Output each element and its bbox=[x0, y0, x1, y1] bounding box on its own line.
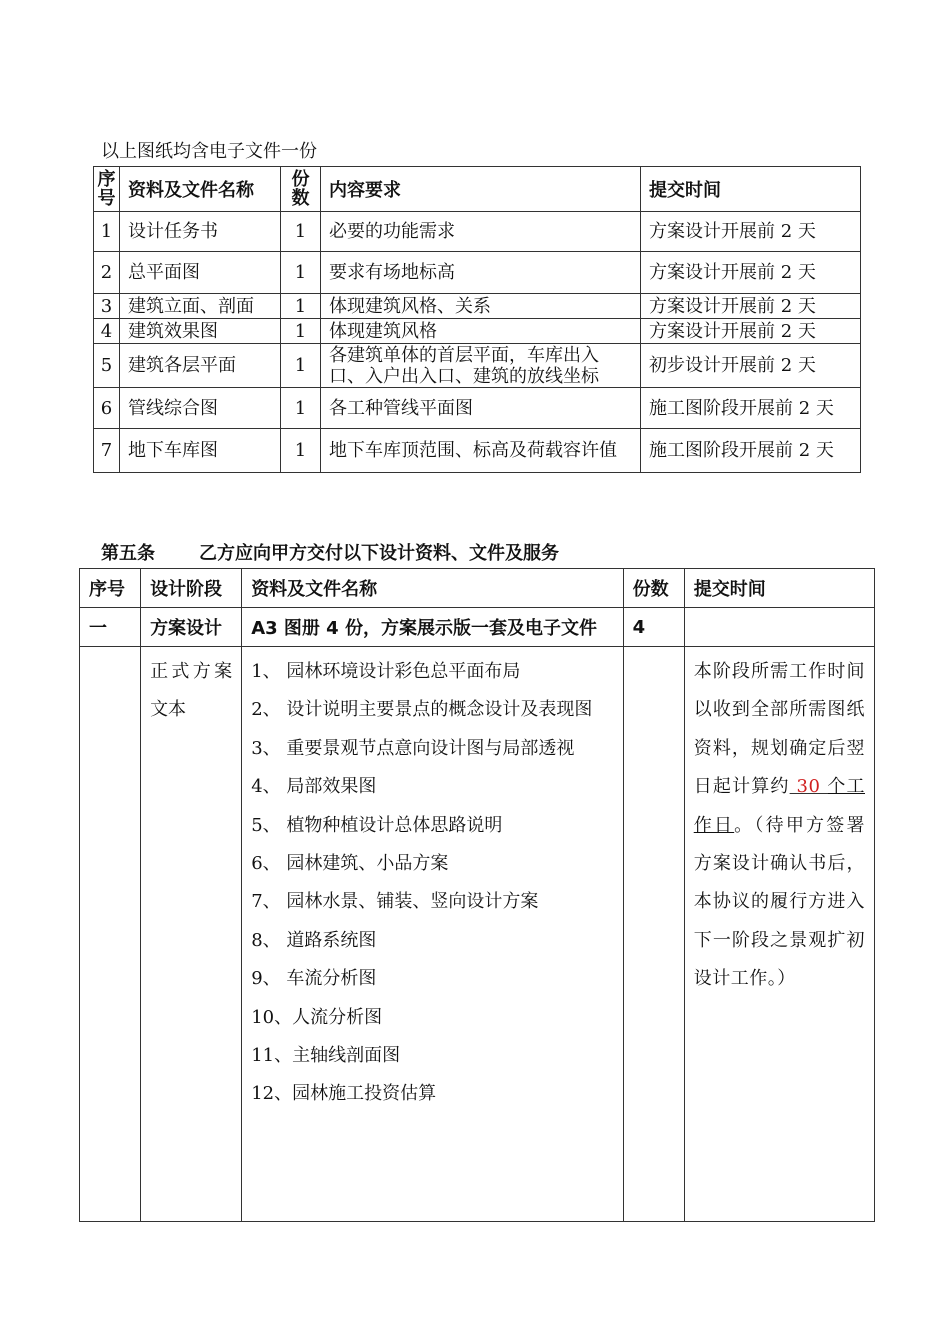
table-row bbox=[94, 388, 861, 429]
cell-copies: 1 bbox=[281, 388, 321, 429]
cell-content: 各工种管线平面图 bbox=[321, 388, 641, 429]
detail-no bbox=[80, 647, 141, 1222]
cell-name: 设计任务书 bbox=[120, 212, 281, 252]
article-number: 第五条 bbox=[101, 543, 155, 564]
header-name: 资料及文件名称 bbox=[242, 569, 623, 608]
table-row bbox=[94, 252, 861, 294]
header-name: 资料及文件名称 bbox=[120, 167, 281, 212]
detail-stage bbox=[141, 647, 242, 1222]
cell-time: 方案设计开展前 2 天 bbox=[641, 294, 861, 319]
cell-copies: 1 bbox=[281, 252, 321, 294]
header-copies: 份数 bbox=[623, 569, 684, 608]
list-item: 7、 园林水景、铺装、竖向设计方案 bbox=[251, 891, 539, 913]
header-time: 提交时间 bbox=[684, 569, 874, 608]
detail-row bbox=[80, 647, 875, 1222]
list-item: 4、 局部效果图 bbox=[251, 776, 377, 798]
cell-content: 体现建筑风格、关系 bbox=[321, 294, 641, 319]
cell-no: 2 bbox=[94, 252, 120, 294]
list-item: 5、 植物种植设计总体思路说明 bbox=[251, 814, 503, 836]
cell-name: 地下车库图 bbox=[120, 429, 281, 473]
cell-copies: 1 bbox=[281, 429, 321, 473]
table-row bbox=[94, 212, 861, 252]
table-row bbox=[94, 429, 861, 473]
table-row bbox=[94, 294, 861, 319]
cell-no: 1 bbox=[94, 212, 120, 252]
list-item: 1、 园林环境设计彩色总平面布局 bbox=[251, 661, 521, 682]
table-header-row bbox=[80, 569, 875, 608]
phase-stage: 方案设计 bbox=[141, 608, 242, 647]
list-item: 3、 重要景观节点意向设计图与局部透视 bbox=[251, 737, 575, 759]
list-item: 9、 车流分析图 bbox=[251, 968, 377, 990]
cell-time: 施工图阶段开展前 2 天 bbox=[641, 388, 861, 429]
cell-name: 建筑立面、剖面 bbox=[120, 294, 281, 319]
phase-copies: 4 bbox=[623, 608, 684, 647]
article-title: 乙方应向甲方交付以下设计资料、文件及服务 bbox=[199, 543, 559, 564]
list-item: 2、 设计说明主要景点的概念设计及表现图 bbox=[251, 699, 593, 721]
phase-name: A3 图册 4 份，方案展示版一套及电子文件 bbox=[242, 608, 623, 647]
header-no: 序号 bbox=[80, 569, 141, 608]
cell-content: 地下车库顶范围、标高及荷载容许值 bbox=[321, 429, 641, 473]
header-content: 内容要求 bbox=[321, 167, 641, 212]
schedule-note bbox=[694, 653, 865, 999]
cell-copies: 1 bbox=[281, 344, 321, 388]
header-stage: 设计阶段 bbox=[141, 569, 242, 608]
list-item: 11、主轴线剖面图 bbox=[251, 1045, 401, 1067]
phase-row bbox=[80, 608, 875, 647]
cell-copies: 1 bbox=[281, 294, 321, 319]
cell-content: 要求有场地标高 bbox=[321, 252, 641, 294]
cell-no: 4 bbox=[94, 319, 120, 344]
phase-time bbox=[684, 608, 874, 647]
cell-name: 管线综合图 bbox=[120, 388, 281, 429]
cell-no: 5 bbox=[94, 344, 120, 388]
note-after: 。（待甲方签署方案设计确认书后，本协议的履行方进入下一阶段之景观扩初设计工作。） bbox=[693, 814, 866, 990]
section-heading bbox=[101, 539, 559, 565]
detail-time bbox=[684, 647, 874, 1222]
header-copies: 份数 bbox=[281, 167, 321, 212]
cell-name: 建筑各层平面 bbox=[120, 344, 281, 388]
detail-copies bbox=[623, 647, 684, 1222]
note-before: 本阶段所需工作时间以收到全部所需图纸资料，规划确定后翌日起计算约 bbox=[693, 661, 865, 798]
intro-text: 以上图纸均含电子文件一份 bbox=[101, 141, 317, 162]
stage-text: 正式方案文本 bbox=[150, 661, 233, 721]
drawings-table bbox=[93, 166, 861, 473]
list-item: 8、 道路系统图 bbox=[251, 929, 377, 951]
cell-time: 施工图阶段开展前 2 天 bbox=[641, 429, 861, 473]
cell-content: 各建筑单体的首层平面，车库出入口、入户出入口、建筑的放线坐标 bbox=[321, 344, 641, 388]
cell-no: 6 bbox=[94, 388, 120, 429]
cell-no: 3 bbox=[94, 294, 120, 319]
cell-content: 体现建筑风格 bbox=[321, 319, 641, 344]
item-list bbox=[251, 653, 613, 1114]
table-header-row bbox=[94, 167, 861, 212]
cell-copies: 1 bbox=[281, 212, 321, 252]
phase-no: 一 bbox=[80, 608, 141, 647]
header-no: 序号 bbox=[94, 167, 120, 212]
cell-time: 方案设计开展前 2 天 bbox=[641, 252, 861, 294]
list-item: 10、人流分析图 bbox=[251, 1006, 383, 1028]
cell-copies: 1 bbox=[281, 319, 321, 344]
cell-name: 建筑效果图 bbox=[120, 319, 281, 344]
list-item: 12、园林施工投资估算 bbox=[251, 1083, 437, 1105]
cell-name: 总平面图 bbox=[120, 252, 281, 294]
header-time: 提交时间 bbox=[641, 167, 861, 212]
note-days: 30 bbox=[789, 776, 828, 798]
table-row bbox=[94, 319, 861, 344]
cell-time: 方案设计开展前 2 天 bbox=[641, 212, 861, 252]
list-item: 6、 园林建筑、小品方案 bbox=[251, 853, 449, 875]
cell-no: 7 bbox=[94, 429, 120, 473]
cell-content: 必要的功能需求 bbox=[321, 212, 641, 252]
deliverables-table bbox=[79, 568, 875, 1222]
cell-time: 初步设计开展前 2 天 bbox=[641, 344, 861, 388]
table-row bbox=[94, 344, 861, 388]
detail-items bbox=[242, 647, 623, 1222]
cell-time: 方案设计开展前 2 天 bbox=[641, 319, 861, 344]
note-unit: 个工作日 bbox=[693, 776, 865, 836]
